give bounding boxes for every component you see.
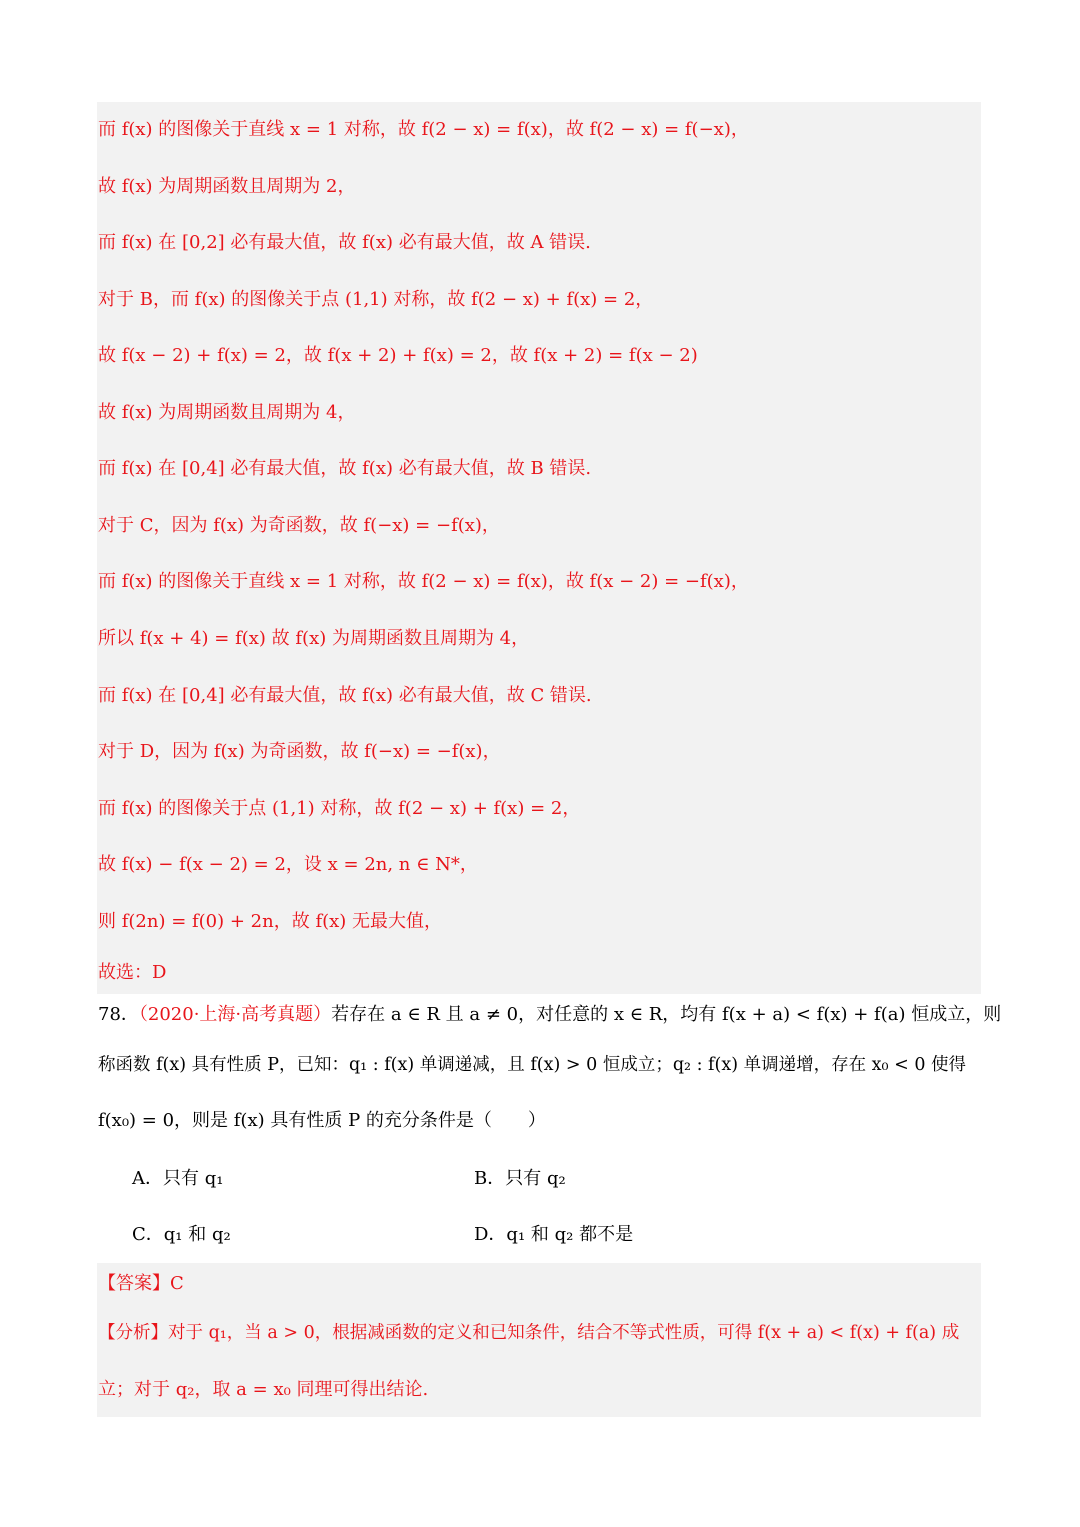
solution-line-15: 则 f(2n) = f(0) + 2n，故 f(x) 无最大值， xyxy=(98,911,443,932)
question-line-2: 称函数 f(x) 具有性质 P，已知：q₁ : f(x) 单调递减，且 f(x) > 0 恒成立；q₂ : f(x) 单调递增，存在 x₀ < 0 使得 xyxy=(98,1055,967,1075)
solution-line-12: 对于 D，因为 f(x) 为奇函数，故 f(−x) = −f(x)， xyxy=(98,741,501,762)
solution-line-14: 故 f(x) − f(x − 2) = 2，设 x = 2n, n ∈ N*， xyxy=(98,854,478,875)
question-line-1 xyxy=(98,1003,1001,1027)
option-a: A．只有 q₁ xyxy=(132,1168,224,1189)
answer-label: 【答案】 xyxy=(98,1273,170,1294)
question-line-3: f(x₀) = 0，则是 f(x) 具有性质 P 的充分条件是（ ） xyxy=(98,1110,546,1131)
solution-line-7: 而 f(x) 在 [0,4] 必有最大值，故 f(x) 必有最大值，故 B 错误. xyxy=(98,458,592,479)
answer-line xyxy=(98,1272,184,1296)
answer-value: C xyxy=(170,1273,184,1294)
option-c: C．q₁ 和 q₂ xyxy=(132,1224,231,1245)
option-d: D．q₁ 和 q₂ 都不是 xyxy=(474,1224,634,1245)
solution-line-10: 所以 f(x + 4) = f(x) 故 f(x) 为周期函数且周期为 4， xyxy=(98,628,530,649)
analysis-line-1 xyxy=(98,1321,959,1345)
question-text-1: 若存在 a ∈ R 且 a ≠ 0，对任意的 x ∈ R，均有 f(x + a) < f(x) + f(a) 恒成立，则 xyxy=(331,1004,1002,1025)
analysis-line-2: 立；对于 q₂，取 a = x₀ 同理可得出结论. xyxy=(98,1379,429,1400)
analysis-label: 【分析】 xyxy=(98,1323,168,1343)
solution-final-choice: 故选：D xyxy=(98,962,167,983)
analysis-text-1: 对于 q₁，当 a > 0，根据减函数的定义和已知条件，结合不等式性质，可得 f(x + a) < f(x) + f(a) 成 xyxy=(168,1323,960,1343)
solution-line-2: 故 f(x) 为周期函数且周期为 2， xyxy=(98,176,356,197)
question-number: 78． xyxy=(98,1004,139,1025)
solution-line-4: 对于 B，而 f(x) 的图像关于点 (1,1) 对称，故 f(2 − x) + f(x) = 2， xyxy=(98,289,654,310)
question-source: （2020·上海·高考真题） xyxy=(138,1004,332,1025)
solution-line-6: 故 f(x) 为周期函数且周期为 4， xyxy=(98,402,356,423)
solution-line-11: 而 f(x) 在 [0,4] 必有最大值，故 f(x) 必有最大值，故 C 错误. xyxy=(98,685,592,706)
solution-line-3: 而 f(x) 在 [0,2] 必有最大值，故 f(x) 必有最大值，故 A 错误. xyxy=(98,232,591,253)
solution-line-13: 而 f(x) 的图像关于点 (1,1) 对称，故 f(2 − x) + f(x) = 2， xyxy=(98,798,581,819)
solution-line-9: 而 f(x) 的图像关于直线 x = 1 对称，故 f(2 − x) = f(x)，故 f(x − 2) = −f(x)， xyxy=(98,571,749,592)
solution-line-1: 而 f(x) 的图像关于直线 x = 1 对称，故 f(2 − x) = f(x)，故 f(2 − x) = f(−x)， xyxy=(98,119,749,140)
solution-line-5: 故 f(x − 2) + f(x) = 2，故 f(x + 2) + f(x) = 2，故 f(x + 2) = f(x − 2) xyxy=(98,345,698,366)
solution-line-8: 对于 C，因为 f(x) 为奇函数，故 f(−x) = −f(x)， xyxy=(98,515,500,536)
option-b: B．只有 q₂ xyxy=(474,1168,566,1189)
